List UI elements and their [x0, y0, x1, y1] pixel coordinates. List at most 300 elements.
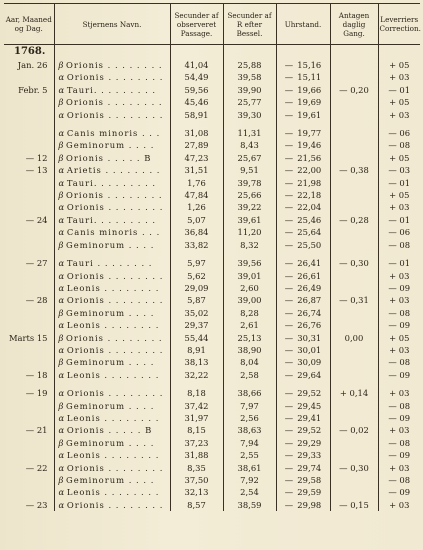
row-date	[4, 239, 54, 251]
row-star	[54, 499, 170, 511]
row-uhrstand-value: 29,74	[297, 462, 322, 473]
row-star-name: Orionis . . . . . . . .	[66, 270, 164, 281]
table-body	[4, 45, 420, 512]
row-uhrstand-value: 30,31	[297, 332, 322, 343]
table-row	[4, 449, 420, 461]
row-passage: 33,82	[170, 239, 223, 251]
table-row	[4, 71, 420, 83]
table-row	[4, 294, 420, 306]
row-uhrstand-value: 30,01	[297, 344, 322, 355]
row-gang: — 0,31	[330, 294, 378, 306]
row-uhrstand	[276, 201, 330, 213]
row-bessel: 11,31	[223, 127, 276, 139]
row-bessel: 39,58	[223, 71, 276, 83]
row-date: — 24	[25, 214, 48, 225]
row-star-name: Geminorum . . . .	[66, 357, 155, 368]
table-row	[4, 257, 420, 269]
row-uhrstand	[276, 294, 330, 306]
row-uhrstand-sign: —	[284, 475, 294, 485]
row-date	[4, 412, 54, 424]
row-passage: 32,22	[170, 369, 223, 381]
row-star	[54, 139, 170, 151]
row-star-name: Orionis . . . . . . . .	[66, 60, 163, 70]
row-star-name: Orionis . . . . . . . .	[66, 97, 163, 108]
row-star	[54, 332, 170, 344]
row-date: Febr. 5	[18, 84, 48, 95]
row-uhrstand	[276, 152, 330, 164]
row-date	[4, 400, 54, 412]
row-star-name: Orionis . . . . . . . .	[66, 295, 164, 306]
row-uhrstand	[276, 59, 330, 71]
row-star	[54, 437, 170, 449]
row-gang	[330, 437, 378, 449]
row-star-greek: β	[58, 152, 64, 163]
row-uhrstand-sign: —	[284, 152, 294, 163]
table-row	[4, 356, 420, 368]
row-star-greek: α	[58, 128, 65, 139]
row-uhrstand	[276, 437, 330, 449]
row-date: — 13	[25, 165, 48, 176]
row-uhrstand-sign: —	[284, 487, 294, 498]
row-passage: 5,07	[170, 214, 223, 226]
row-star-name: Orionis . . . . . . . .	[66, 72, 164, 83]
row-uhrstand-sign: —	[284, 72, 294, 83]
row-bessel: 39,61	[223, 214, 276, 226]
row-bessel: 11,20	[223, 226, 276, 238]
row-star	[54, 257, 170, 269]
row-uhrstand-value: 15,11	[297, 72, 322, 83]
table-row	[4, 462, 420, 474]
row-date: — 23	[25, 499, 48, 510]
row-gang	[330, 71, 378, 83]
row-date	[4, 474, 54, 486]
row-uhrstand-value: 29,64	[297, 369, 322, 380]
row-date	[4, 307, 54, 319]
row-star	[54, 189, 170, 201]
row-uhrstand-sign: —	[284, 388, 294, 399]
row-uhrstand-value: 25,50	[297, 239, 322, 250]
row-date	[4, 139, 54, 151]
row-gang: — 0,15	[330, 499, 378, 511]
row-uhrstand	[276, 214, 330, 226]
row-star-greek: β	[58, 357, 64, 368]
row-uhrstand-value: 22,00	[297, 165, 322, 176]
row-uhrstand-value: 29,33	[297, 450, 322, 461]
row-bessel: 25,67	[223, 152, 276, 164]
row-star-name: Orionis . . . . . . . .	[66, 499, 164, 510]
row-bessel: 39,01	[223, 270, 276, 282]
row-correction: — 08	[378, 239, 420, 251]
row-passage: 35,02	[170, 307, 223, 319]
row-star-greek: β	[58, 190, 64, 201]
row-star-name: Geminorum . . . .	[66, 400, 155, 411]
row-gang	[330, 109, 378, 121]
row-gang	[330, 474, 378, 486]
row-correction: — 08	[378, 437, 420, 449]
row-date	[4, 226, 54, 238]
row-correction: + 03	[378, 424, 420, 436]
row-uhrstand-value: 26,61	[297, 270, 322, 281]
row-gang	[330, 369, 378, 381]
table-row	[4, 307, 420, 319]
row-uhrstand-value: 19,61	[297, 109, 322, 120]
observation-table	[4, 3, 420, 511]
row-uhrstand-value: 22,04	[297, 202, 322, 213]
row-uhrstand-value: 25,46	[297, 214, 322, 225]
row-date	[4, 109, 54, 121]
table-row	[4, 127, 420, 139]
table-row	[4, 369, 420, 381]
table-row	[4, 344, 420, 356]
table-row	[4, 189, 420, 201]
row-uhrstand	[276, 270, 330, 282]
row-uhrstand-sign: —	[284, 332, 294, 343]
row-date	[4, 319, 54, 331]
row-correction: — 08	[378, 474, 420, 486]
row-star-name: Leonis . . . . . . . .	[66, 369, 160, 380]
row-uhrstand-sign: —	[284, 128, 294, 139]
header-row	[4, 4, 420, 45]
row-passage: 31,51	[170, 164, 223, 176]
row-uhrstand-value: 26,87	[297, 295, 322, 306]
row-uhrstand-sign: —	[284, 400, 294, 411]
row-date: — 18	[25, 369, 48, 380]
row-star-name: Orionis . . . . . . . .	[66, 332, 163, 343]
table-row	[4, 201, 420, 213]
row-bessel: 8,04	[223, 356, 276, 368]
row-uhrstand	[276, 356, 330, 368]
table-row	[4, 486, 420, 498]
row-date: — 28	[25, 295, 48, 306]
row-uhrstand-value: 19,77	[297, 128, 322, 139]
row-star-greek: β	[58, 475, 64, 485]
row-bessel: 38,61	[223, 462, 276, 474]
row-passage: 37,23	[170, 437, 223, 449]
row-uhrstand	[276, 486, 330, 498]
row-gang: — 0,20	[330, 84, 378, 96]
row-date: Jan. 26	[17, 60, 48, 70]
row-uhrstand	[276, 257, 330, 269]
row-star-greek: α	[58, 369, 65, 380]
row-passage: 5,87	[170, 294, 223, 306]
row-uhrstand	[276, 71, 330, 83]
row-passage: 1,76	[170, 177, 223, 189]
row-star	[54, 239, 170, 251]
row-star	[54, 294, 170, 306]
row-star-greek: α	[58, 425, 65, 436]
row-gang	[330, 344, 378, 356]
row-uhrstand	[276, 127, 330, 139]
row-passage: 29,09	[170, 282, 223, 294]
row-correction: + 05	[378, 59, 420, 71]
row-uhrstand	[276, 109, 330, 121]
row-correction: — 06	[378, 226, 420, 238]
row-correction: + 05	[378, 96, 420, 108]
row-star-name: Leonis . . . . . . . .	[66, 487, 160, 498]
row-passage: 37,50	[170, 474, 223, 486]
row-star-greek: α	[58, 412, 65, 423]
row-passage: 31,97	[170, 412, 223, 424]
row-bessel: 39,78	[223, 177, 276, 189]
table-row	[4, 270, 420, 282]
row-star-greek: β	[58, 60, 64, 70]
row-uhrstand-value: 29,41	[297, 412, 322, 423]
row-star-name: Geminorum . . . .	[66, 140, 155, 151]
table-row	[4, 226, 420, 238]
row-uhrstand-sign: —	[284, 344, 294, 355]
row-uhrstand	[276, 189, 330, 201]
row-star-greek: α	[58, 462, 65, 473]
row-date	[4, 177, 54, 189]
row-uhrstand-value: 30,09	[297, 357, 322, 368]
row-uhrstand-sign: —	[284, 227, 294, 238]
row-star-name: Orionis . . . . . . . .	[66, 462, 164, 473]
row-uhrstand-value: 21,56	[297, 152, 322, 163]
table-row	[4, 424, 420, 436]
row-uhrstand	[276, 387, 330, 399]
row-star-greek: α	[58, 72, 65, 83]
row-bessel: 38,90	[223, 344, 276, 356]
row-gang: — 0,30	[330, 257, 378, 269]
row-star-greek: α	[58, 450, 65, 461]
row-date	[4, 71, 54, 83]
row-star-greek: β	[58, 332, 64, 343]
row-uhrstand-sign: —	[284, 190, 294, 201]
row-bessel: 25,66	[223, 189, 276, 201]
table-row	[4, 499, 420, 511]
row-gang	[330, 59, 378, 71]
row-star	[54, 270, 170, 282]
row-star	[54, 226, 170, 238]
row-uhrstand	[276, 84, 330, 96]
row-star-name: Canis minoris . . .	[66, 227, 161, 238]
row-bessel: 8,28	[223, 307, 276, 319]
row-uhrstand-sign: —	[284, 437, 294, 448]
row-star-name: Leonis . . . . . . . .	[66, 282, 160, 293]
row-gang	[330, 239, 378, 251]
row-passage: 29,37	[170, 319, 223, 331]
row-passage: 58,91	[170, 109, 223, 121]
row-correction: + 03	[378, 71, 420, 83]
row-passage: 31,88	[170, 449, 223, 461]
row-star-greek: β	[58, 400, 64, 411]
row-passage: 5,97	[170, 257, 223, 269]
row-bessel: 39,22	[223, 201, 276, 213]
row-uhrstand	[276, 424, 330, 436]
row-correction: + 03	[378, 294, 420, 306]
row-uhrstand-value: 29,59	[297, 487, 322, 498]
row-bessel: 2,56	[223, 412, 276, 424]
table-row	[4, 177, 420, 189]
row-uhrstand	[276, 474, 330, 486]
row-uhrstand-value: 19,66	[297, 84, 322, 95]
row-uhrstand-value: 26,74	[297, 307, 322, 318]
row-correction: — 01	[378, 84, 420, 96]
row-star	[54, 400, 170, 412]
row-uhrstand-sign: —	[284, 369, 294, 380]
row-star-greek: β	[58, 437, 64, 448]
row-uhrstand-sign: —	[284, 239, 294, 250]
table-row	[4, 214, 420, 226]
row-uhrstand-sign: —	[284, 462, 294, 473]
table-row	[4, 84, 420, 96]
row-correction: — 08	[378, 400, 420, 412]
row-date: — 21	[25, 425, 48, 436]
row-correction: — 09	[378, 449, 420, 461]
row-star	[54, 152, 170, 164]
row-uhrstand	[276, 282, 330, 294]
row-star-greek: α	[58, 487, 65, 498]
row-uhrstand-value: 15,16	[297, 60, 322, 70]
row-date: — 22	[25, 462, 48, 473]
row-gang	[330, 282, 378, 294]
row-gang	[330, 127, 378, 139]
row-star-greek: β	[58, 97, 64, 108]
row-uhrstand-sign: —	[284, 412, 294, 423]
row-correction: + 03	[378, 462, 420, 474]
row-uhrstand-sign: —	[284, 214, 294, 225]
row-correction: + 03	[378, 344, 420, 356]
row-uhrstand	[276, 226, 330, 238]
row-star-name: Geminorum . . . .	[66, 239, 155, 250]
row-uhrstand	[276, 307, 330, 319]
row-correction: — 09	[378, 282, 420, 294]
row-gang	[330, 189, 378, 201]
row-gang: + 0,14	[330, 387, 378, 399]
table-row	[4, 412, 420, 424]
table-row	[4, 400, 420, 412]
table-row	[4, 332, 420, 344]
header-sec-passage: Secunder af observeret Passage.	[170, 4, 223, 45]
row-uhrstand-value: 29,98	[297, 499, 322, 510]
row-uhrstand	[276, 332, 330, 344]
row-star-name: Orionis . . . . . . . .	[66, 388, 164, 399]
row-star-greek: α	[58, 109, 65, 120]
row-uhrstand-value: 19,46	[297, 140, 322, 151]
row-passage: 47,84	[170, 189, 223, 201]
row-correction: — 09	[378, 319, 420, 331]
row-star-greek: α	[58, 227, 65, 238]
row-uhrstand	[276, 400, 330, 412]
row-star-name: Arietis . . . . . . . .	[66, 165, 161, 176]
row-star-greek: β	[58, 307, 64, 318]
row-star	[54, 214, 170, 226]
row-star-name: Geminorum . . . .	[66, 307, 155, 318]
row-date: Marts 15	[8, 332, 48, 343]
row-passage: 36,84	[170, 226, 223, 238]
header-date: Aar, Maaned og Dag.	[4, 4, 54, 45]
header-sec-bessel: Secunder af R efter Bessel.	[223, 4, 276, 45]
row-star-greek: α	[58, 344, 65, 355]
row-correction: — 01	[378, 214, 420, 226]
row-star	[54, 412, 170, 424]
row-bessel: 7,94	[223, 437, 276, 449]
row-star	[54, 319, 170, 331]
row-star	[54, 307, 170, 319]
row-uhrstand	[276, 139, 330, 151]
row-passage: 8,35	[170, 462, 223, 474]
row-star-name: Tauri. . . . . . . . .	[66, 214, 157, 225]
row-passage: 38,13	[170, 356, 223, 368]
header-gang: Antagen daglig Gang.	[330, 4, 378, 45]
row-uhrstand	[276, 344, 330, 356]
row-uhrstand-sign: —	[284, 60, 294, 70]
row-uhrstand-sign: —	[284, 357, 294, 368]
row-star-name: Leonis . . . . . . . .	[66, 320, 160, 331]
row-gang	[330, 412, 378, 424]
row-date	[4, 437, 54, 449]
row-bessel: 38,66	[223, 387, 276, 399]
row-correction: — 08	[378, 139, 420, 151]
row-uhrstand-value: 25,64	[297, 227, 322, 238]
row-date: — 27	[25, 258, 48, 269]
row-date	[4, 96, 54, 108]
row-star-name: Orionis . . . . . . . .	[66, 109, 164, 120]
row-date	[4, 201, 54, 213]
row-bessel: 7,92	[223, 474, 276, 486]
table-row	[4, 59, 420, 71]
row-star	[54, 424, 170, 436]
row-correction: + 03	[378, 499, 420, 511]
row-uhrstand-sign: —	[284, 270, 294, 281]
row-star-greek: α	[58, 214, 65, 225]
row-star-name: Orionis . . . . . . . .	[66, 190, 163, 201]
row-uhrstand-sign: —	[284, 320, 294, 331]
row-bessel: 2,54	[223, 486, 276, 498]
table-row	[4, 164, 420, 176]
row-date	[4, 356, 54, 368]
row-passage: 8,57	[170, 499, 223, 511]
row-star	[54, 84, 170, 96]
row-correction: — 01	[378, 257, 420, 269]
row-date	[4, 127, 54, 139]
row-uhrstand-sign: —	[284, 295, 294, 306]
row-correction: — 09	[378, 486, 420, 498]
row-passage: 32,13	[170, 486, 223, 498]
row-correction: — 06	[378, 127, 420, 139]
row-uhrstand-value: 22,18	[297, 190, 322, 201]
row-star-greek: α	[58, 84, 65, 95]
row-star-name: Tauri . . . . . . . .	[66, 258, 153, 269]
row-star	[54, 164, 170, 176]
row-uhrstand	[276, 164, 330, 176]
row-star-greek: α	[58, 388, 65, 399]
row-star-greek: α	[58, 499, 65, 510]
row-uhrstand-sign: —	[284, 177, 294, 188]
row-uhrstand-value: 26,49	[297, 282, 322, 293]
table-row	[4, 474, 420, 486]
row-passage: 54,49	[170, 71, 223, 83]
row-star	[54, 369, 170, 381]
row-star-greek: α	[58, 320, 65, 331]
row-date	[4, 486, 54, 498]
row-date	[4, 344, 54, 356]
row-uhrstand-sign: —	[284, 307, 294, 318]
row-passage: 59,56	[170, 84, 223, 96]
row-uhrstand-sign: —	[284, 450, 294, 461]
year-label: 1768.	[14, 46, 46, 57]
row-passage: 8,15	[170, 424, 223, 436]
row-bessel: 8,32	[223, 239, 276, 251]
row-star	[54, 449, 170, 461]
row-gang	[330, 226, 378, 238]
row-gang	[330, 486, 378, 498]
header-star: Stjernens Navn.	[54, 4, 170, 45]
row-uhrstand-sign: —	[284, 165, 294, 176]
row-gang	[330, 152, 378, 164]
row-gang: — 0,28	[330, 214, 378, 226]
row-star	[54, 474, 170, 486]
